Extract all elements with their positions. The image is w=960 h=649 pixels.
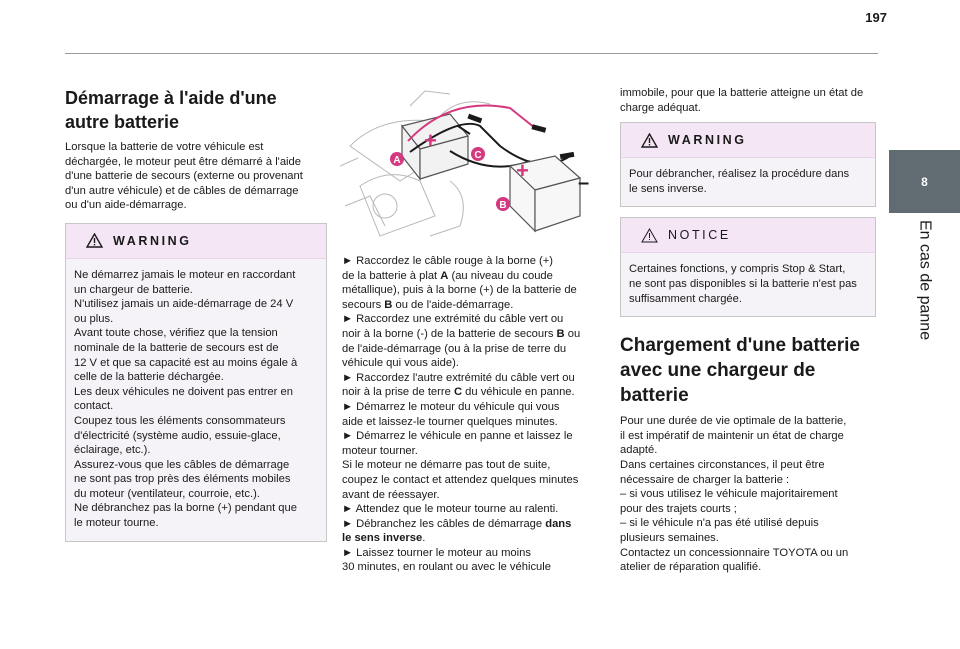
text-line: contact. <box>74 400 114 413</box>
text-line: Coupez tous les éléments consommateurs <box>74 414 286 427</box>
plus-sign-b: + <box>516 158 529 183</box>
text-line <box>342 517 600 532</box>
text-line: ► Attendez que le moteur tourne au ralenti. <box>342 503 559 516</box>
text-segment: de la batterie à plat <box>342 269 441 282</box>
text-segment: ► Débranchez les câbles de démarrage <box>342 517 546 530</box>
text-line: ► Raccordez une extrémité du câble vert ou <box>342 313 564 326</box>
warning-label: WARNING <box>668 132 747 147</box>
chapter-tab[interactable]: 8 <box>889 150 960 213</box>
text-line: Les deux véhicules ne doivent pas entrer en <box>74 385 293 398</box>
bold-term: B <box>556 327 565 340</box>
text-line: Avant toute chose, vérifiez que la tension <box>74 327 278 340</box>
warning-icon <box>641 133 658 148</box>
text-line: avant de réessayer. <box>342 488 440 501</box>
text-line: déchargée, le moteur peut être démarré à l'aide <box>65 155 301 168</box>
text-line: Lorsque la batterie de votre véhicule est <box>65 141 264 153</box>
page-number: 197 <box>865 10 887 25</box>
text-line <box>342 385 600 400</box>
text-line: moteur tourner. <box>342 444 418 457</box>
warning-header <box>621 123 875 158</box>
engine-bay-diagram <box>340 86 598 244</box>
title-line: Démarrage à l'aide d'une <box>65 88 277 108</box>
text-line <box>342 531 600 546</box>
text-line: suffisamment chargée. <box>629 292 742 305</box>
column-3 <box>620 86 876 575</box>
warning-body <box>621 158 875 206</box>
text-line: ► Démarrez le véhicule en panne et laissez le <box>342 430 573 443</box>
text-line: Contactez un concessionnaire TOYOTA ou un <box>620 546 849 559</box>
warning-header <box>66 224 326 259</box>
title-line: avec une chargeur de <box>620 360 816 382</box>
text-line: Certaines fonctions, y compris Stop & Start, <box>629 263 846 276</box>
text-line: pour des trajets courts ; <box>620 502 737 515</box>
section-title-jump-start <box>65 86 327 134</box>
charging-paragraph <box>620 414 876 575</box>
text-line: ► Laissez tourner le moteur au moins <box>342 546 531 559</box>
text-line: Pour une durée de vie optimale de la batterie, <box>620 415 847 428</box>
warning-body <box>66 259 326 541</box>
text-line: nominale de la batterie de secours est de <box>74 341 279 354</box>
warning-box <box>620 122 876 207</box>
notice-body <box>621 253 875 316</box>
intro-paragraph <box>65 140 327 213</box>
text-line: il est impératif de maintenir un état de charge <box>620 429 844 442</box>
text-line: véhicule qui vous aide). <box>342 357 459 370</box>
text-line: le sens inverse. <box>629 182 707 195</box>
minus-sign: – <box>578 172 590 194</box>
text-line: Dans certaines circonstances, il peut être <box>620 458 825 471</box>
column-2 <box>342 86 600 575</box>
text-line: ou plus. <box>74 312 114 325</box>
text-line: adapté. <box>620 444 658 457</box>
text-segment: secours <box>342 298 385 311</box>
text-line: 30 minutes, en roulant ou avec le véhicule <box>342 561 551 574</box>
bold-term: C <box>453 386 463 399</box>
text-line: Ne débranchez pas la borne (+) pendant que <box>74 502 297 515</box>
jump-start-illustration <box>340 86 598 244</box>
text-segment: noir à la prise de terre <box>342 386 454 399</box>
text-line: Ne démarrez jamais le moteur en raccordant <box>74 268 296 281</box>
warning-icon <box>86 233 103 248</box>
column-1 <box>65 86 327 542</box>
text-line: nécessaire de charger la batterie : <box>620 473 790 486</box>
text-line: – si vous utilisez le véhicule majoritairement <box>620 488 838 501</box>
text-segment: du véhicule en panne. <box>462 386 575 399</box>
text-line: du moteur (ventilateur, courroie, etc.). <box>74 487 260 500</box>
notice-label: NOTICE <box>668 228 731 243</box>
bold-term: le sens inverse <box>342 532 423 545</box>
text-line <box>342 269 600 284</box>
text-segment: ou de l'aide-démarrage. <box>392 298 514 311</box>
text-line: le moteur tourne. <box>74 517 159 530</box>
text-line: ne sont pas trop près des éléments mobiles <box>74 473 291 486</box>
text-line: atelier de réparation qualifié. <box>620 561 762 574</box>
text-line: ► Démarrez le moteur du véhicule qui vous <box>342 400 560 413</box>
text-line: métallique), puis à la borne (+) de la batterie de <box>342 284 577 297</box>
notice-box <box>620 217 876 317</box>
text-line: celle de la batterie déchargée. <box>74 371 224 384</box>
text-line: immobile, pour que la batterie atteigne un état de <box>620 87 864 99</box>
text-line: de l'aide-démarrage (ou à la prise de terre du <box>342 342 567 355</box>
bold-term: B <box>384 298 393 311</box>
warning-label: WARNING <box>113 233 192 248</box>
marker-b-label: B <box>499 200 507 211</box>
text-line <box>342 327 600 342</box>
text-line: d'un autre véhicule) et de câbles de démarrage <box>65 184 299 197</box>
marker-c-label: C <box>474 150 482 161</box>
title-line: batterie <box>620 385 689 407</box>
text-line: Assurez-vous que les câbles de démarrage <box>74 458 290 471</box>
chapter-title-text: En cas de panne <box>916 220 934 341</box>
plus-sign-a: + <box>424 128 437 153</box>
text-line: Si le moteur ne démarre pas tout de suite, <box>342 459 551 472</box>
notice-header <box>621 218 875 253</box>
text-line: charge adéquat. <box>620 101 701 114</box>
text-line: N'utilisez jamais un aide-démarrage de 24 V <box>74 298 294 311</box>
text-line: d'électricité (système audio, essuie-glace, <box>74 429 281 442</box>
text-line: coupez le contact et attendez quelques minutes <box>342 473 579 486</box>
bold-term: dans <box>545 517 572 530</box>
text-line: ou d'un aide-démarrage. <box>65 199 187 212</box>
bold-term: A <box>440 269 449 282</box>
text-line: 12 V et que sa capacité est au moins égale à <box>74 356 298 369</box>
chapter-title <box>889 215 960 355</box>
title-line: Chargement d'une batterie <box>620 335 860 357</box>
text-line: aide et laissez-le tourner quelques minutes. <box>342 415 558 428</box>
text-segment: . <box>422 532 426 545</box>
text-segment: noir à la borne (-) de la batterie de secours <box>342 327 557 340</box>
title-line: autre batterie <box>65 112 180 132</box>
warning-box <box>65 223 327 542</box>
text-segment: ou <box>564 327 581 340</box>
text-line: – si le véhicule n'a pas été utilisé depuis <box>620 517 819 530</box>
text-line: plusieurs semaines. <box>620 531 719 544</box>
marker-a-label: A <box>393 155 401 166</box>
text-line: Pour débrancher, réalisez la procédure dans <box>629 168 850 181</box>
text-line: ► Raccordez le câble rouge à la borne (+) <box>342 255 554 267</box>
section-title-charging <box>620 333 876 408</box>
text-line: ne sont pas disponibles si la batterie n'est pas <box>629 277 857 290</box>
text-line: un chargeur de batterie. <box>74 283 193 296</box>
procedure-text <box>342 254 600 575</box>
text-line <box>342 298 600 313</box>
header-rule <box>65 53 878 54</box>
text-segment: (au niveau du coude <box>448 269 553 282</box>
text-line: d'une batterie de secours (externe ou provenant <box>65 170 303 183</box>
text-line: ► Raccordez l'autre extrémité du câble vert ou <box>342 371 575 384</box>
text-line: éclairage, etc.). <box>74 444 151 457</box>
continuation-paragraph <box>620 86 876 115</box>
notice-icon <box>641 228 658 243</box>
